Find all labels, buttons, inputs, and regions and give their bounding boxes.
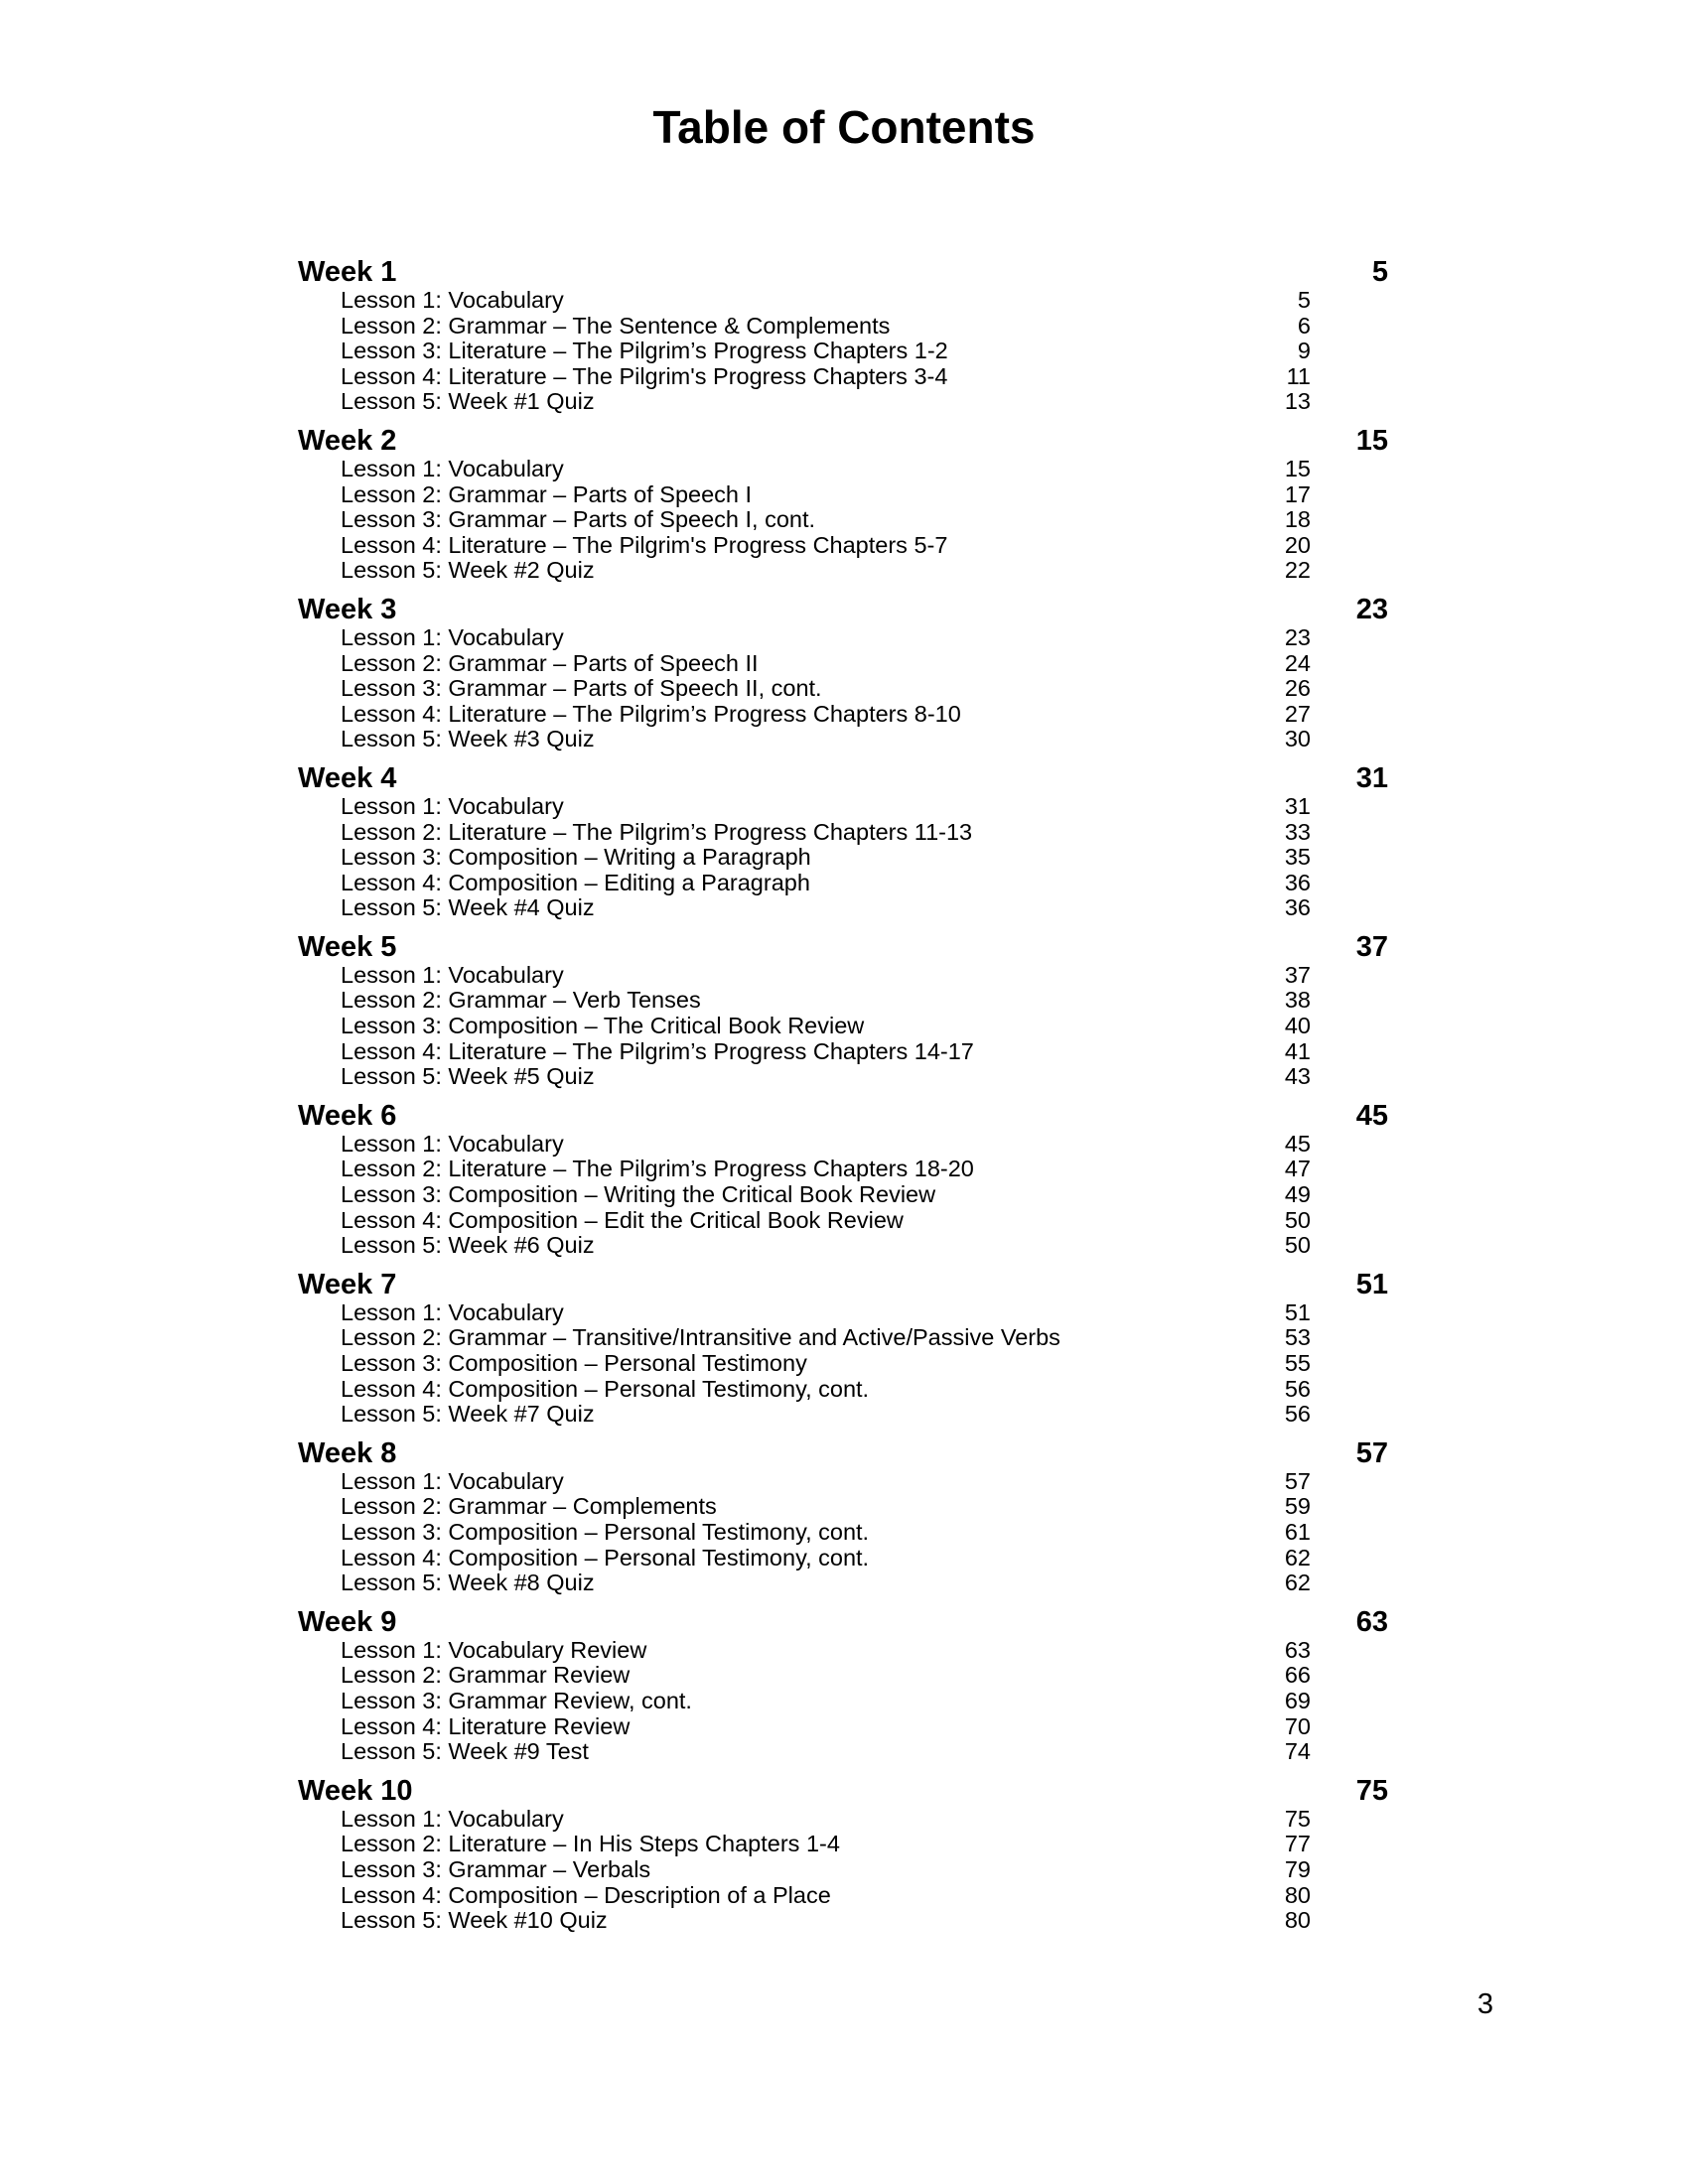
- folio-page-number: 3: [1477, 1988, 1493, 2020]
- lesson-title: Lesson 4: Composition – Personal Testimony, cont.: [341, 1375, 870, 1402]
- lesson-page-number: 35: [1284, 844, 1311, 871]
- toc-lesson-row: [298, 1157, 1388, 1182]
- toc-lesson-row: [298, 1494, 1388, 1520]
- week-title: Week 4: [298, 761, 397, 794]
- week-heading-row: [298, 1775, 1388, 1807]
- lesson-page-number: 9: [1297, 338, 1311, 364]
- week-title: Week 5: [298, 930, 397, 963]
- lesson-page-number: 80: [1284, 1907, 1311, 1934]
- lesson-page-number: 17: [1284, 480, 1311, 507]
- week-title: Week 7: [298, 1268, 397, 1300]
- toc-lesson-row: [298, 389, 1388, 415]
- week-page-number: 57: [1355, 1436, 1388, 1469]
- lesson-page-number: 13: [1284, 388, 1311, 415]
- week-section: [298, 762, 1388, 921]
- week-page-number: 45: [1355, 1099, 1388, 1132]
- lesson-list: [298, 963, 1388, 1090]
- table-of-contents: [298, 256, 1388, 1944]
- lesson-page-number: 51: [1284, 1298, 1311, 1325]
- toc-lesson-row: [298, 314, 1388, 340]
- lesson-title: Lesson 2: Literature – In His Steps Chapters 1-4: [341, 1831, 840, 1857]
- lesson-page-number: 59: [1284, 1493, 1311, 1520]
- lesson-title: Lesson 5: Week #7 Quiz: [341, 1401, 595, 1428]
- lesson-page-number: 63: [1284, 1636, 1311, 1663]
- lesson-title: Lesson 5: Week #1 Quiz: [341, 388, 595, 415]
- lesson-page-number: 24: [1284, 649, 1311, 676]
- lesson-page-number: 37: [1284, 961, 1311, 988]
- lesson-title: Lesson 3: Grammar – Parts of Speech II, cont.: [341, 675, 822, 702]
- lesson-title: Lesson 1: Vocabulary Review: [341, 1636, 647, 1663]
- lesson-page-number: 66: [1284, 1662, 1311, 1689]
- lesson-title: Lesson 2: Grammar – Parts of Speech II: [341, 649, 759, 676]
- toc-lesson-row: [298, 895, 1388, 921]
- week-section: [298, 256, 1388, 415]
- toc-lesson-row: [298, 1132, 1388, 1158]
- toc-lesson-row: [298, 1300, 1388, 1326]
- toc-lesson-row: [298, 1546, 1388, 1571]
- lesson-page-number: 18: [1284, 506, 1311, 533]
- toc-lesson-row: [298, 1807, 1388, 1833]
- lesson-page-number: 61: [1284, 1518, 1311, 1545]
- week-heading-row: [298, 425, 1388, 457]
- week-heading-row: [298, 1269, 1388, 1300]
- week-title: Week 3: [298, 593, 397, 625]
- week-title: Week 1: [298, 256, 397, 288]
- lesson-page-number: 15: [1284, 455, 1311, 481]
- lesson-page-number: 6: [1297, 312, 1311, 339]
- week-section: [298, 931, 1388, 1090]
- lesson-title: Lesson 3: Grammar – Verbals: [341, 1855, 651, 1882]
- lesson-title: Lesson 5: Week #3 Quiz: [341, 726, 595, 752]
- week-page-number: 15: [1355, 424, 1388, 457]
- lesson-title: Lesson 3: Composition – Writing a Paragraph: [341, 844, 811, 871]
- toc-lesson-row: [298, 1908, 1388, 1934]
- lesson-title: Lesson 1: Vocabulary: [341, 792, 564, 819]
- toc-lesson-row: [298, 482, 1388, 508]
- toc-lesson-row: [298, 1883, 1388, 1909]
- week-page-number: 51: [1355, 1268, 1388, 1300]
- lesson-list: [298, 625, 1388, 752]
- lesson-page-number: 79: [1284, 1855, 1311, 1882]
- lesson-title: Lesson 2: Grammar Review: [341, 1662, 631, 1689]
- toc-lesson-row: [298, 702, 1388, 728]
- lesson-page-number: 43: [1284, 1063, 1311, 1090]
- toc-lesson-row: [298, 1714, 1388, 1740]
- toc-lesson-row: [298, 820, 1388, 846]
- lesson-page-number: 45: [1284, 1130, 1311, 1157]
- week-page-number: 23: [1355, 593, 1388, 625]
- toc-lesson-row: [298, 1377, 1388, 1403]
- lesson-title: Lesson 4: Composition – Editing a Paragraph: [341, 869, 810, 895]
- lesson-page-number: 74: [1284, 1738, 1311, 1765]
- week-section: [298, 1437, 1388, 1596]
- week-page-number: 31: [1355, 761, 1388, 794]
- toc-lesson-row: [298, 1469, 1388, 1495]
- week-page-number: 75: [1355, 1774, 1388, 1807]
- toc-lesson-row: [298, 845, 1388, 871]
- toc-lesson-row: [298, 1039, 1388, 1065]
- toc-lesson-row: [298, 1351, 1388, 1377]
- lesson-page-number: 41: [1284, 1037, 1311, 1064]
- lesson-page-number: 49: [1284, 1181, 1311, 1208]
- lesson-title: Lesson 3: Grammar Review, cont.: [341, 1687, 692, 1713]
- lesson-title: Lesson 5: Week #5 Quiz: [341, 1063, 595, 1090]
- toc-lesson-row: [298, 1014, 1388, 1039]
- toc-lesson-row: [298, 871, 1388, 896]
- lesson-page-number: 26: [1284, 675, 1311, 702]
- lesson-page-number: 40: [1284, 1013, 1311, 1039]
- lesson-page-number: 23: [1284, 623, 1311, 650]
- lesson-page-number: 33: [1284, 818, 1311, 845]
- week-heading-row: [298, 931, 1388, 963]
- lesson-page-number: 31: [1284, 792, 1311, 819]
- lesson-title: Lesson 2: Literature – The Pilgrim’s Progress Chapters 18-20: [341, 1156, 974, 1182]
- toc-lesson-row: [298, 507, 1388, 533]
- lesson-page-number: 11: [1286, 362, 1311, 389]
- toc-lesson-row: [298, 988, 1388, 1014]
- lesson-title: Lesson 3: Grammar – Parts of Speech I, cont.: [341, 506, 816, 533]
- week-section: [298, 1606, 1388, 1765]
- toc-lesson-row: [298, 651, 1388, 677]
- toc-lesson-row: [298, 288, 1388, 314]
- lesson-title: Lesson 4: Literature Review: [341, 1712, 631, 1739]
- week-heading-row: [298, 1437, 1388, 1469]
- lesson-title: Lesson 4: Composition – Edit the Critical Book Review: [341, 1206, 904, 1233]
- lesson-title: Lesson 5: Week #10 Quiz: [341, 1907, 608, 1934]
- lesson-list: [298, 794, 1388, 921]
- lesson-page-number: 22: [1284, 557, 1311, 584]
- week-title: Week 6: [298, 1099, 397, 1132]
- lesson-page-number: 80: [1284, 1881, 1311, 1908]
- lesson-list: [298, 1638, 1388, 1765]
- lesson-title: Lesson 2: Grammar – The Sentence & Complements: [341, 312, 891, 339]
- week-page-number: 5: [1371, 256, 1388, 288]
- toc-lesson-row: [298, 1638, 1388, 1664]
- lesson-title: Lesson 4: Literature – The Pilgrim’s Progress Chapters 14-17: [341, 1037, 974, 1064]
- week-section: [298, 594, 1388, 752]
- lesson-list: [298, 1300, 1388, 1428]
- lesson-page-number: 77: [1284, 1831, 1311, 1857]
- week-section: [298, 1100, 1388, 1259]
- week-heading-row: [298, 1606, 1388, 1638]
- toc-lesson-row: [298, 1570, 1388, 1596]
- lesson-page-number: 5: [1297, 287, 1311, 313]
- lesson-page-number: 50: [1284, 1232, 1311, 1259]
- lesson-page-number: 27: [1284, 700, 1311, 727]
- week-title: Week 8: [298, 1436, 397, 1469]
- lesson-title: Lesson 1: Vocabulary: [341, 1805, 564, 1832]
- lesson-page-number: 56: [1284, 1401, 1311, 1428]
- toc-lesson-row: [298, 727, 1388, 752]
- toc-lesson-row: [298, 339, 1388, 364]
- week-section: [298, 1269, 1388, 1428]
- toc-lesson-row: [298, 676, 1388, 702]
- toc-lesson-row: [298, 1857, 1388, 1883]
- week-title: Week 10: [298, 1774, 413, 1807]
- lesson-title: Lesson 1: Vocabulary: [341, 287, 564, 313]
- lesson-title: Lesson 3: Composition – The Critical Book Review: [341, 1013, 865, 1039]
- lesson-title: Lesson 1: Vocabulary: [341, 1467, 564, 1494]
- toc-lesson-row: [298, 1402, 1388, 1428]
- lesson-title: Lesson 2: Grammar – Parts of Speech I: [341, 480, 753, 507]
- toc-lesson-row: [298, 794, 1388, 820]
- toc-lesson-row: [298, 963, 1388, 989]
- toc-lesson-row: [298, 364, 1388, 390]
- toc-lesson-row: [298, 1064, 1388, 1090]
- week-page-number: 37: [1355, 930, 1388, 963]
- toc-lesson-row: [298, 625, 1388, 651]
- toc-lesson-row: [298, 1233, 1388, 1259]
- toc-lesson-row: [298, 1325, 1388, 1351]
- week-section: [298, 425, 1388, 584]
- lesson-page-number: 55: [1284, 1350, 1311, 1376]
- lesson-title: Lesson 2: Grammar – Verb Tenses: [341, 987, 701, 1014]
- toc-lesson-row: [298, 457, 1388, 482]
- lesson-title: Lesson 3: Composition – Personal Testimony, cont.: [341, 1518, 870, 1545]
- toc-lesson-row: [298, 1832, 1388, 1857]
- lesson-title: Lesson 1: Vocabulary: [341, 1130, 564, 1157]
- lesson-list: [298, 457, 1388, 584]
- lesson-title: Lesson 5: Week #2 Quiz: [341, 557, 595, 584]
- toc-lesson-row: [298, 1520, 1388, 1546]
- week-heading-row: [298, 762, 1388, 794]
- lesson-list: [298, 1132, 1388, 1259]
- lesson-list: [298, 288, 1388, 415]
- lesson-title: Lesson 4: Literature – The Pilgrim’s Progress Chapters 8-10: [341, 700, 961, 727]
- week-heading-row: [298, 594, 1388, 625]
- lesson-page-number: 20: [1284, 531, 1311, 558]
- lesson-page-number: 70: [1284, 1712, 1311, 1739]
- week-title: Week 2: [298, 424, 397, 457]
- lesson-title: Lesson 2: Literature – The Pilgrim’s Progress Chapters 11-13: [341, 818, 973, 845]
- lesson-title: Lesson 5: Week #8 Quiz: [341, 1570, 595, 1596]
- lesson-title: Lesson 1: Vocabulary: [341, 1298, 564, 1325]
- toc-lesson-row: [298, 1208, 1388, 1234]
- lesson-page-number: 47: [1284, 1156, 1311, 1182]
- lesson-page-number: 75: [1284, 1805, 1311, 1832]
- toc-lesson-row: [298, 1663, 1388, 1689]
- lesson-title: Lesson 4: Composition – Description of a Place: [341, 1881, 831, 1908]
- toc-lesson-row: [298, 533, 1388, 559]
- page-title: Table of Contents: [652, 101, 1036, 153]
- toc-lesson-row: [298, 1689, 1388, 1714]
- toc-lesson-row: [298, 1739, 1388, 1765]
- lesson-title: Lesson 3: Composition – Personal Testimony: [341, 1350, 807, 1376]
- lesson-title: Lesson 1: Vocabulary: [341, 455, 564, 481]
- lesson-page-number: 69: [1284, 1687, 1311, 1713]
- lesson-list: [298, 1469, 1388, 1596]
- lesson-page-number: 57: [1284, 1467, 1311, 1494]
- lesson-page-number: 38: [1284, 987, 1311, 1014]
- lesson-title: Lesson 1: Vocabulary: [341, 623, 564, 650]
- toc-lesson-row: [298, 558, 1388, 584]
- lesson-title: Lesson 1: Vocabulary: [341, 961, 564, 988]
- lesson-title: Lesson 5: Week #4 Quiz: [341, 894, 595, 921]
- lesson-list: [298, 1807, 1388, 1934]
- lesson-page-number: 50: [1284, 1206, 1311, 1233]
- lesson-page-number: 62: [1284, 1570, 1311, 1596]
- lesson-page-number: 36: [1284, 894, 1311, 921]
- lesson-title: Lesson 5: Week #9 Test: [341, 1738, 589, 1765]
- toc-lesson-row: [298, 1182, 1388, 1208]
- lesson-page-number: 62: [1284, 1544, 1311, 1570]
- lesson-title: Lesson 4: Literature – The Pilgrim's Progress Chapters 5-7: [341, 531, 948, 558]
- week-page-number: 63: [1355, 1605, 1388, 1638]
- lesson-page-number: 30: [1284, 726, 1311, 752]
- week-heading-row: [298, 256, 1388, 288]
- lesson-title: Lesson 2: Grammar – Complements: [341, 1493, 717, 1520]
- lesson-title: Lesson 4: Composition – Personal Testimony, cont.: [341, 1544, 870, 1570]
- lesson-title: Lesson 5: Week #6 Quiz: [341, 1232, 595, 1259]
- lesson-page-number: 36: [1284, 869, 1311, 895]
- lesson-title: Lesson 4: Literature – The Pilgrim's Progress Chapters 3-4: [341, 362, 948, 389]
- week-heading-row: [298, 1100, 1388, 1132]
- lesson-page-number: 53: [1284, 1324, 1311, 1351]
- week-section: [298, 1775, 1388, 1934]
- lesson-title: Lesson 3: Composition – Writing the Critical Book Review: [341, 1181, 936, 1208]
- week-title: Week 9: [298, 1605, 397, 1638]
- lesson-title: Lesson 2: Grammar – Transitive/Intransitive and Active/Passive Verbs: [341, 1324, 1060, 1351]
- lesson-page-number: 56: [1284, 1375, 1311, 1402]
- lesson-title: Lesson 3: Literature – The Pilgrim’s Progress Chapters 1-2: [341, 338, 948, 364]
